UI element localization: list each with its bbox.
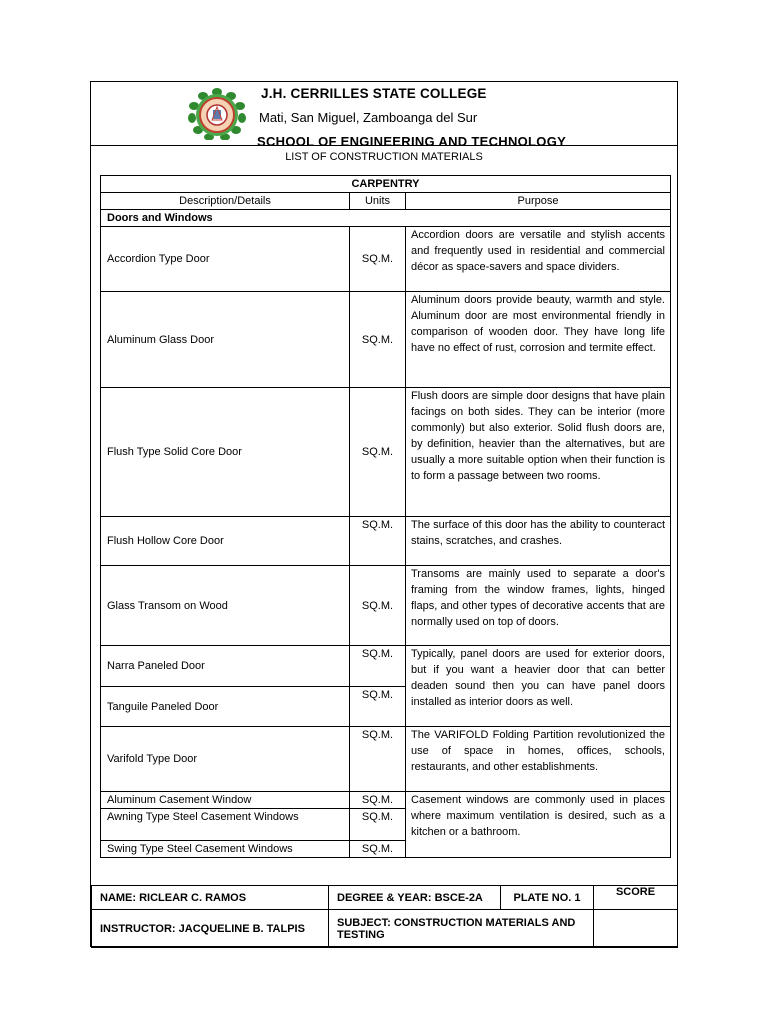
row-purpose: Typically, panel doors are used for exterior doors, but if you want a heavier door that can better deaden sound then you can have panel doors installed as interior doors as well.: [406, 646, 671, 727]
row-unit: SQ.M.: [350, 687, 406, 727]
table-row: [101, 227, 671, 292]
footer-table: [91, 885, 678, 948]
group-title: Doors and Windows: [101, 210, 671, 227]
section-row: [101, 176, 671, 193]
student-name: NAME: RICLEAR C. RAMOS: [92, 886, 329, 910]
row-description: Aluminum Glass Door: [101, 292, 350, 388]
college-seal-icon: [188, 88, 246, 140]
column-header-units: Units: [350, 193, 406, 210]
row-description: Flush Hollow Core Door: [101, 517, 350, 566]
score-label: SCORE: [594, 886, 678, 910]
row-unit: SQ.M.: [350, 809, 406, 841]
table-row: [101, 566, 671, 646]
column-header-description: Description/Details: [101, 193, 350, 210]
table-row: [101, 517, 671, 566]
row-description: Varifold Type Door: [101, 727, 350, 792]
plate-number: PLATE NO. 1: [501, 886, 594, 910]
table-row: [101, 292, 671, 388]
table-row: [101, 646, 671, 687]
header-row: [101, 193, 671, 210]
table-row: [101, 727, 671, 792]
group-row: [101, 210, 671, 227]
row-description: Tanguile Paneled Door: [101, 687, 350, 727]
row-unit: SQ.M.: [350, 566, 406, 646]
row-unit: SQ.M.: [350, 646, 406, 687]
row-purpose: The surface of this door has the ability to counteract stains, scratches, and crashes.: [406, 517, 671, 566]
plate-footer: [91, 885, 677, 948]
school-name: SCHOOL OF ENGINEERING AND TECHNOLOGY: [257, 134, 567, 146]
row-unit: SQ.M.: [350, 517, 406, 566]
row-purpose: Casement windows are commonly used in places where maximum ventilation is desired, such as a kitchen or a bathroom.: [406, 792, 671, 858]
document-title: LIST OF CONSTRUCTION MATERIALS: [285, 151, 483, 163]
row-unit: SQ.M.: [350, 792, 406, 809]
college-header: [91, 82, 677, 146]
section-title: CARPENTRY: [101, 176, 671, 193]
row-unit: SQ.M.: [350, 727, 406, 792]
row-description: Awning Type Steel Casement Windows: [101, 809, 350, 841]
college-name: J.H. CERRILLES STATE COLLEGE: [261, 86, 487, 101]
row-description: Glass Transom on Wood: [101, 566, 350, 646]
row-purpose: The VARIFOLD Folding Partition revolutionized the use of space in homes, offices, schools, restaurants, and other establishments.: [406, 727, 671, 792]
row-description: Narra Paneled Door: [101, 646, 350, 687]
table-row: [101, 388, 671, 517]
row-unit: SQ.M.: [350, 388, 406, 517]
row-purpose: Transoms are mainly used to separate a door's framing from the window frames, lights, hinged flaps, and other types of decorative accents that are normally used on top of doors.: [406, 566, 671, 646]
subject-name: SUBJECT: CONSTRUCTION MATERIALS AND TESTING: [329, 910, 594, 948]
row-description: Flush Type Solid Core Door: [101, 388, 350, 517]
row-purpose: Accordion doors are versatile and stylish accents and frequently used in residential and commercial décor as space-savers and space dividers.: [406, 227, 671, 292]
instructor-name: INSTRUCTOR: JACQUELINE B. TALPIS: [92, 910, 329, 948]
score-box: [594, 910, 678, 948]
plate-frame: [90, 81, 678, 947]
row-unit: SQ.M.: [350, 841, 406, 858]
row-purpose: Flush doors are simple door designs that have plain facings on both sides. They can be interior (more commonly) but also exterior. Solid flush doors are, by definition, heavier than the alternatives, but are usually a more suitable option when their function is to form a passage between two rooms.: [406, 388, 671, 517]
degree-year: DEGREE & YEAR: BSCE-2A: [329, 886, 501, 910]
row-description: Aluminum Casement Window: [101, 792, 350, 809]
column-header-purpose: Purpose: [406, 193, 671, 210]
college-address: Mati, San Miguel, Zamboanga del Sur: [259, 110, 478, 125]
row-description: Swing Type Steel Casement Windows: [101, 841, 350, 858]
row-description: Accordion Type Door: [101, 227, 350, 292]
row-unit: SQ.M.: [350, 292, 406, 388]
row-purpose: Aluminum doors provide beauty, warmth and style. Aluminum door are most environmental friendly in comparison of wooden door. They have long life have no effect of rust, corrosion and termite effect.: [406, 292, 671, 388]
materials-table: [100, 175, 671, 858]
row-unit: SQ.M.: [350, 227, 406, 292]
table-row: [101, 792, 671, 809]
